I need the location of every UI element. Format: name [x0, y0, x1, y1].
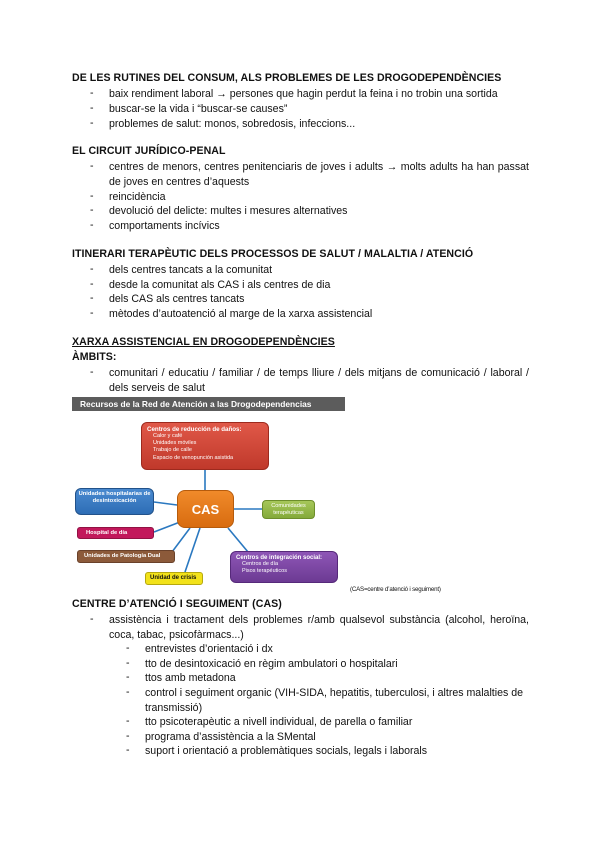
harm-item: Unidades móviles — [153, 440, 197, 447]
bullet-dash: - — [90, 263, 94, 275]
diagram-title: Recursos de la Red de Atención a las Drogodependencias — [72, 397, 345, 411]
list-item: buscar-se la vida i “buscar-se causes” — [109, 103, 288, 115]
crisis-unit-box: Unidad de crisis — [145, 572, 203, 585]
connector-line — [154, 522, 180, 532]
communities-box: Comunidades terapéuticas — [262, 500, 315, 519]
sub-list-item: programa d’assistència a la SMental — [145, 731, 316, 743]
sub-list-item: entrevistes d’orientació i dx — [145, 643, 273, 655]
list-item: baix rendiment laboral → persones que hagin perdut la feina i no trobin una sortida — [109, 88, 498, 100]
cas-box: CAS — [177, 490, 234, 528]
dual-pathology-box: Unidades de Patología Dual — [77, 550, 175, 563]
bullet-dash: - — [90, 190, 94, 202]
list-item: comportaments incívics — [109, 220, 220, 232]
bullet-dash: - — [126, 730, 130, 742]
social-item: Centros de día — [242, 561, 279, 567]
list-item: assistència i tractament dels problemes r/amb qualsevol substància (alcohol, heroïna, coca, tabac, psicofàrmacs...) — [109, 614, 529, 641]
list-item: dels centres tancats a la comunitat — [109, 264, 273, 276]
list-item: dels CAS als centres tancats — [109, 293, 245, 305]
list-item: mètodes d’autoatenció al marge de la xarxa assistencial — [109, 308, 373, 320]
bullet-dash: - — [90, 160, 94, 172]
connector-line — [228, 528, 248, 552]
bullet-dash: - — [90, 219, 94, 231]
list-item: desde la comunitat als CAS i als centres de dia — [109, 279, 331, 291]
heading-rutines: DE LES RUTINES DEL CONSUM, ALS PROBLEMES DE LES DROGODEPENDÈNCIES — [72, 72, 502, 84]
list-item: comunitari / educatiu / familiar / de temps lliure / dels mitjans de comunicació / laboral / dels serveis de salut — [109, 367, 529, 394]
bullet-dash: - — [126, 671, 130, 683]
sub-list-item: suport i orientació a problemàtiques socials, legals i laborals — [145, 745, 428, 757]
social-item: Pisos terapéuticos — [242, 567, 287, 574]
list-item: centres de menors, centres penitenciaris de joves i adults → molts adults ha han passat de joves en centres d’aquests — [109, 161, 529, 188]
bullet-dash: - — [126, 686, 130, 698]
harm-reduction-title: Centros de reducción de daños: — [147, 426, 242, 433]
heading-cas: CENTRE D’ATENCIÓ I SEGUIMENT (CAS) — [72, 598, 282, 610]
list-item: problemes de salut: monos, sobredosis, infeccions... — [109, 118, 356, 130]
list-item: devolució del delicte: multes i mesures alternatives — [109, 205, 348, 217]
heading-xarxa: XARXA ASSISTENCIAL EN DROGODEPENDÈNCIES — [72, 336, 335, 348]
bullet-dash: - — [126, 744, 130, 756]
bullet-dash: - — [90, 87, 94, 99]
bullet-dash: - — [90, 117, 94, 129]
hospital-units-box: Unidades hospitalarias de desintoxicación — [75, 488, 154, 515]
social-integration-box — [230, 551, 338, 583]
bullet-dash: - — [90, 366, 94, 378]
bullet-dash: - — [90, 278, 94, 290]
social-integration-title: Centros de integración social: — [236, 555, 323, 561]
day-hospital-box: Hospital de día — [77, 527, 154, 539]
connector-line — [172, 528, 190, 552]
harm-item: Trabajo de calle — [153, 447, 192, 454]
heading-itinerari: ITINERARI TERAPÈUTIC DELS PROCESSOS DE SALUT / MALALTIA / ATENCIÓ — [72, 248, 474, 260]
heading-juridic: EL CIRCUIT JURÍDICO-PENAL — [72, 145, 226, 157]
bullet-dash: - — [90, 204, 94, 216]
harm-reduction-box — [141, 422, 269, 470]
sub-list-item: tto psicoterapèutic a nivell individual, de parella o familiar — [145, 716, 413, 728]
bullet-dash: - — [126, 715, 130, 727]
harm-item: Espacio de venopunción asistida — [153, 454, 234, 461]
bullet-dash: - — [90, 292, 94, 304]
bullet-dash: - — [90, 613, 94, 625]
sub-list-item: ttos amb metadona — [145, 672, 236, 684]
diagram-caption: (CAS=centre d’atenció i seguiment) — [350, 586, 441, 593]
bullet-dash: - — [126, 642, 130, 654]
harm-item: Calor y café — [153, 433, 183, 439]
sub-list-item: control i seguiment organic (VIH-SIDA, hepatitis, tuberculosi, i altres malalties de transmissió) — [145, 687, 524, 714]
bullet-dash: - — [90, 102, 94, 114]
bullet-dash: - — [90, 307, 94, 319]
connector-line — [154, 502, 177, 505]
connector-line — [185, 528, 200, 572]
list-item: reincidència — [109, 191, 166, 203]
sub-list-item: tto de desintoxicació en règim ambulatori o hospitalari — [145, 658, 398, 670]
subheading-ambits: ÀMBITS: — [72, 351, 117, 363]
bullet-dash: - — [126, 657, 130, 669]
